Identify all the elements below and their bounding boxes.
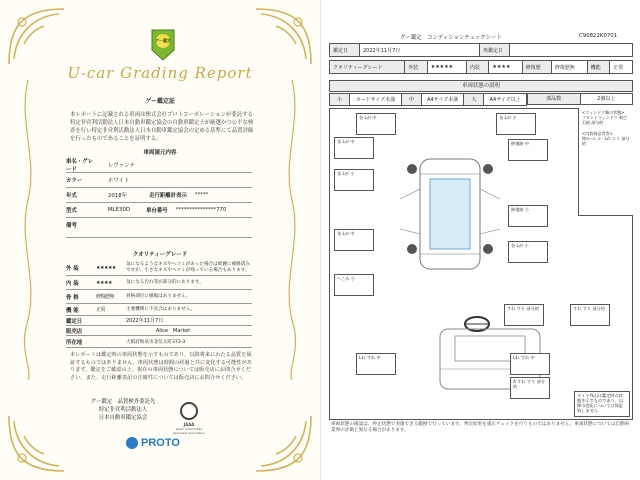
jaaa-seal-label [170,422,208,435]
quality-grade-heading: クオリティーグレード [132,252,188,258]
damage-note-left-2 [334,169,374,191]
exterior-label: 外 装 [66,265,79,272]
damage-note-front-left [356,113,396,135]
parts-count-box [527,93,633,105]
quality-row-function [66,304,252,316]
date-label: 鑑定日 [66,318,83,325]
damage-note-label: Lれ すれ 中 [359,355,381,360]
repair-header: 修復歴 [522,61,551,74]
reinspect-label: 再鑑定日 [480,44,510,57]
damage-note-label: 修復跡 小 [511,207,530,212]
size-small-value: カードサイズ未満 [350,94,402,106]
grade-header: クオリティーグレード [330,61,405,74]
mileage-label: 走行距離計表示 [149,193,187,199]
date-value: 2022年11月7日 [126,318,164,324]
size-large-key: 大 [464,94,484,106]
size-medium-value: A4サイズ未満 [421,94,464,106]
org-line: 日本自動車鑑定協会 [98,415,148,421]
damage-note-rear-bumper [510,377,550,399]
damage-note-left-4 [334,274,374,296]
address-label: 所在地 [66,339,83,346]
type-value: MLE30D [108,207,131,213]
inspect-date-value: 2022年11月7日 [360,44,480,57]
corner-flourish [246,406,316,476]
certificate-intro: 本レポートに記載される車両は株式会社プロトコーポレーションが委託する特定非営利活動法人日本自動車鑑定協会の自動車鑑定士が厳選かつ公平な検査を行い特定非営利活動法人日本自動車鑑定協会の定める基準にて品質評価を行ったものであることを証明する。 [70,112,254,142]
function-label: 機 能 [66,307,79,314]
exterior-grade: ★★★★★ [427,61,466,74]
proto-logo-text: PROTO [141,437,180,449]
function-description: 主要機関に不具合はありません。 [126,306,196,312]
certificate-disclaimer: 本レポートは鑑定時の車両状態を示すものであり、以降将来にわたる品質を保証するものではありません。車両状態は時間の経過と共に変化する可能性があります。鑑定をご確認の上、現在の車両状態については販売店にお問合せください。また、走行距離表記の正確性については販売店にお問合せください。 [70,352,252,381]
appraisal-organization [88,398,158,422]
damage-note-rear-right [510,353,550,375]
vehicle-spec-heading: 車両諸元内容 [143,150,177,156]
damage-size-legend [329,93,527,106]
address-row [66,336,252,348]
damage-note-label: 各 Lが 中 [337,231,355,236]
damage-note-front-right [496,113,536,135]
damage-note-left-3 [334,229,374,251]
remarks-label: 備考 [66,223,77,229]
badge-label: グー鑑定 [155,38,171,43]
spec-row-model [66,158,252,173]
damage-note-right-5 [570,304,610,326]
spec-row-year [66,188,252,203]
damage-note-label: 各 Lが 小 [499,115,517,120]
damage-note-label: 各 Lが 中 [359,115,377,120]
vehicle-state-heading: 車両状態の説明 [329,80,633,92]
corner-flourish [4,406,74,476]
damage-note-right-1 [508,139,548,161]
spec-row-type [66,203,252,218]
quality-grade-table [329,60,633,74]
damage-note-label: すれ すり 部分的 [573,306,605,311]
interior-header: 内装 [466,61,489,74]
exterior-stars: ★★★★★ [96,264,116,271]
damage-note-label: 各 Lが 中 [337,139,355,144]
damage-note-label: すれ すり 部分的 [507,306,539,311]
interior-stars: ★★★★ [96,279,112,286]
size-large-value: A4サイズ以上 [484,94,527,106]
spec-row-color [66,173,252,188]
jaaa-seal-icon [180,402,198,420]
shop-row [66,326,252,336]
inspect-date-label: 鑑定日 [330,44,360,57]
frame-value: 修復歴無 [96,294,115,300]
function-value: 正常 [96,307,106,313]
repair-value: 修復歴無 [551,61,587,74]
sheet-disclaimer: 車両状態の確認は、停止状態で実施できる範囲で行っています。判定結果を適正チェックを行うものではありません。車両状態については自動車業界の評価と異なる場合があります。 [331,422,630,434]
side-vine-left [18,80,38,380]
year-value: 2018年 [108,193,128,199]
spec-row-remarks [66,218,252,238]
damage-note-rear-left [356,353,396,375]
shop-value: Alice Market [156,328,191,334]
interior-description: 気になる汚れ等が部分的にあります。 [126,279,204,285]
certificate-title: グー鑑定証 [144,98,175,105]
damage-note-label: 修復跡 中 [511,141,530,146]
year-label: 年式 [66,193,77,199]
size-medium-key: 中 [401,94,421,106]
model-label: 車名・グレード [66,159,93,173]
quality-row-frame [66,290,252,304]
interior-label: 内 装 [66,280,79,287]
window-interior-notes: <ウィンドウ類の状態> フロントウィンドウ 飛び石痕 部分的 <内装商品者等> 物か･ル ル･ Lれ スリ 部分的 [578,108,633,216]
reinspect-value [510,44,633,57]
damage-note-right-3 [508,241,548,263]
parts-count-value: 2個以上 [597,96,616,102]
model-value: レヴァンテ [108,163,135,169]
exterior-description: 気になるようなキズやヘコミがあった場合は綺麗に補修済みですが、小さなキズやヘコミが残っている場合もあります。 [126,261,250,273]
type-label: 型式 [66,208,77,214]
inspection-date-table [329,43,633,57]
car-top-view-diagram [390,139,510,349]
chassis-label: 車台番号 [146,208,168,214]
damage-note-label: へこみ 小 [337,276,356,281]
tire-note-label: タイヤ残山は鑑定時の状態を示すものであり、以降の変化については保証致しません [577,393,624,413]
goo-appraisal-badge [150,28,176,62]
side-vine-right [282,80,302,380]
condition-check-sheet [320,0,640,480]
quality-row-exterior [66,260,252,276]
sheet-title: グー鑑定 コンディションチェックシート [400,35,502,41]
function-header: 機能 [587,61,610,74]
seal-full-name: Japan Automobile Appraisal Association [172,427,206,435]
org-line: 特定非営利活動法人 [98,407,148,413]
date-row [66,316,252,326]
interior-grade: ★★★★ [489,61,522,74]
parts-count-label: 部品数 [528,94,581,104]
shop-label: 販売店 [66,328,83,335]
address-value: 大阪府和泉市北信太町373-3 [126,339,186,345]
proto-logo [126,435,196,451]
function-value: 正常 [610,61,633,74]
chassis-value: ***************770 [175,207,227,213]
report-script-title: U-car Grading Report [67,64,253,82]
seal-acronym: JAAA [183,422,195,427]
org-line: グー鑑定 品質検査委託先 [90,399,156,405]
proto-logo-icon [126,437,138,449]
damage-note-label: A すれ すり 部分的 [513,379,545,389]
color-value: ホワイト [108,178,130,184]
damage-note-label: 各 Lが 小 [337,171,355,176]
damage-note-left-1 [334,137,374,159]
size-small-key: 小 [330,94,350,106]
color-label: カラー [66,178,83,184]
damage-note-label: Lれ すれ 中 [513,355,535,360]
damage-note-right-4 [504,304,544,326]
frame-description: 骨格部位に損傷はありません。 [126,293,191,299]
damage-note-label: 各 Lが 小 [511,243,529,248]
sheet-code: C90822K0701 [579,33,618,39]
exterior-header: 外装 [405,61,428,74]
frame-label: 骨 格 [66,294,79,301]
tire-note [574,391,630,417]
mileage-value: ***** [194,192,209,198]
damage-note-right-2 [508,205,548,227]
quality-row-interior [66,276,252,290]
